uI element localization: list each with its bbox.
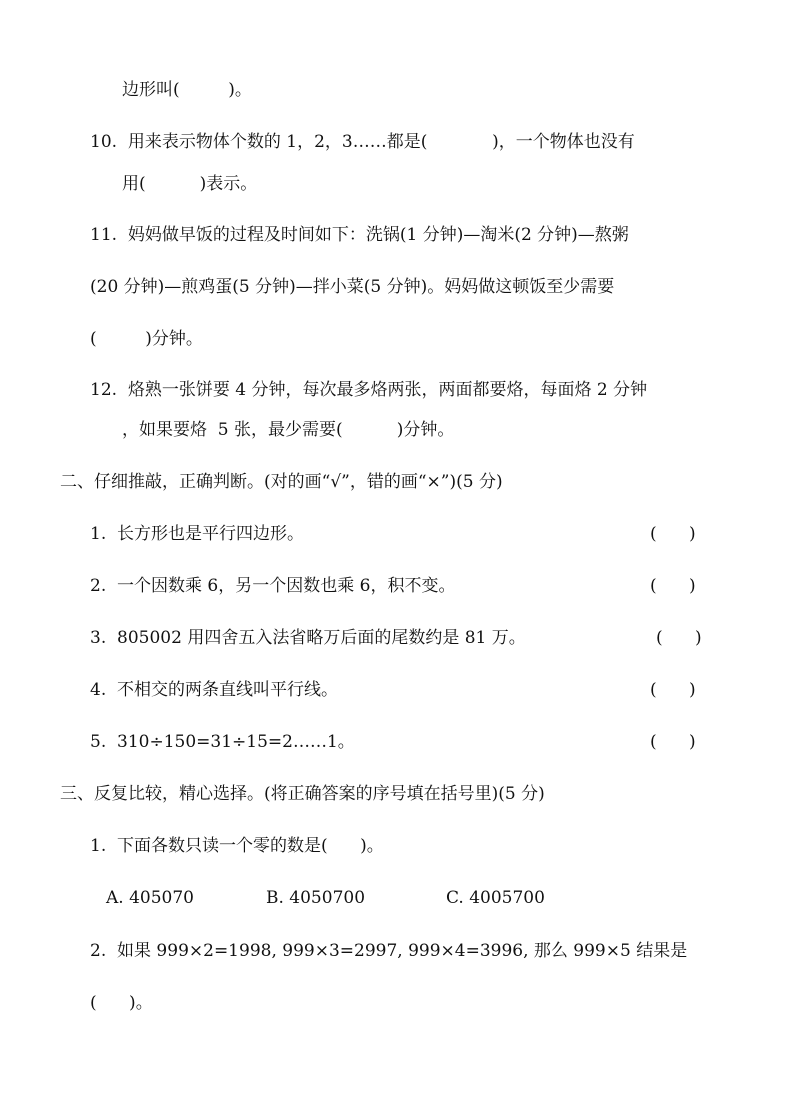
judge-answer-blank-4[interactable]: ( ) (650, 680, 696, 700)
judge-answer-blank-1[interactable]: ( ) (650, 524, 696, 544)
choice-q1: 1. 下面各数只读一个零的数是( )。 (90, 836, 384, 856)
q10-line2: 用( )表示。 (122, 174, 258, 194)
choice-q2-line1: 2. 如果 999×2=1998, 999×3=2997, 999×4=3996, 那么 999×5 结果是 (90, 941, 688, 961)
judge-answer-blank-3[interactable]: ( ) (656, 628, 702, 648)
q11-line3: ( )分钟。 (90, 329, 203, 349)
section-choice-heading: 三、反复比较，精心选择。(将正确答案的序号填在括号里)(5 分) (60, 784, 545, 804)
judge-item-4: 4. 不相交的两条直线叫平行线。 (90, 680, 339, 700)
judge-item-1: 1. 长方形也是平行四边形。 (90, 524, 305, 544)
q9-continuation: 边形叫( )。 (122, 80, 252, 100)
q11-line1: 11. 妈妈做早饭的过程及时间如下：洗锅(1 分钟)—淘米(2 分钟)—熬粥 (90, 225, 629, 245)
judge-item-2: 2. 一个因数乘 6，另一个因数也乘 6，积不变。 (90, 576, 456, 596)
q10-line1: 10. 用来表示物体个数的 1，2，3……都是( )，一个物体也没有 (90, 132, 635, 152)
q12-line2: ，如果要烙 5 张，最少需要( )分钟。 (122, 420, 455, 440)
section-judge-heading: 二、仔细推敲，正确判断。(对的画“√”，错的画“×”)(5 分) (60, 472, 503, 492)
judge-answer-blank-5[interactable]: ( ) (650, 732, 696, 752)
choice-q1-option-a[interactable]: A. 405070 (106, 888, 194, 908)
q12-line1: 12. 烙熟一张饼要 4 分钟，每次最多烙两张，两面都要烙，每面烙 2 分钟 (90, 380, 648, 400)
choice-q1-option-c[interactable]: C. 4005700 (446, 888, 545, 908)
q11-line2: (20 分钟)—煎鸡蛋(5 分钟)—拌小菜(5 分钟)。妈妈做这顿饭至少需要 (90, 277, 615, 297)
choice-q1-option-b[interactable]: B. 4050700 (266, 888, 366, 908)
judge-item-3: 3. 805002 用四舍五入法省略万后面的尾数约是 81 万。 (90, 628, 526, 648)
judge-answer-blank-2[interactable]: ( ) (650, 576, 696, 596)
judge-item-5: 5. 310÷150=31÷15=2……1。 (90, 732, 355, 752)
choice-q2-line2: ( )。 (90, 993, 153, 1013)
